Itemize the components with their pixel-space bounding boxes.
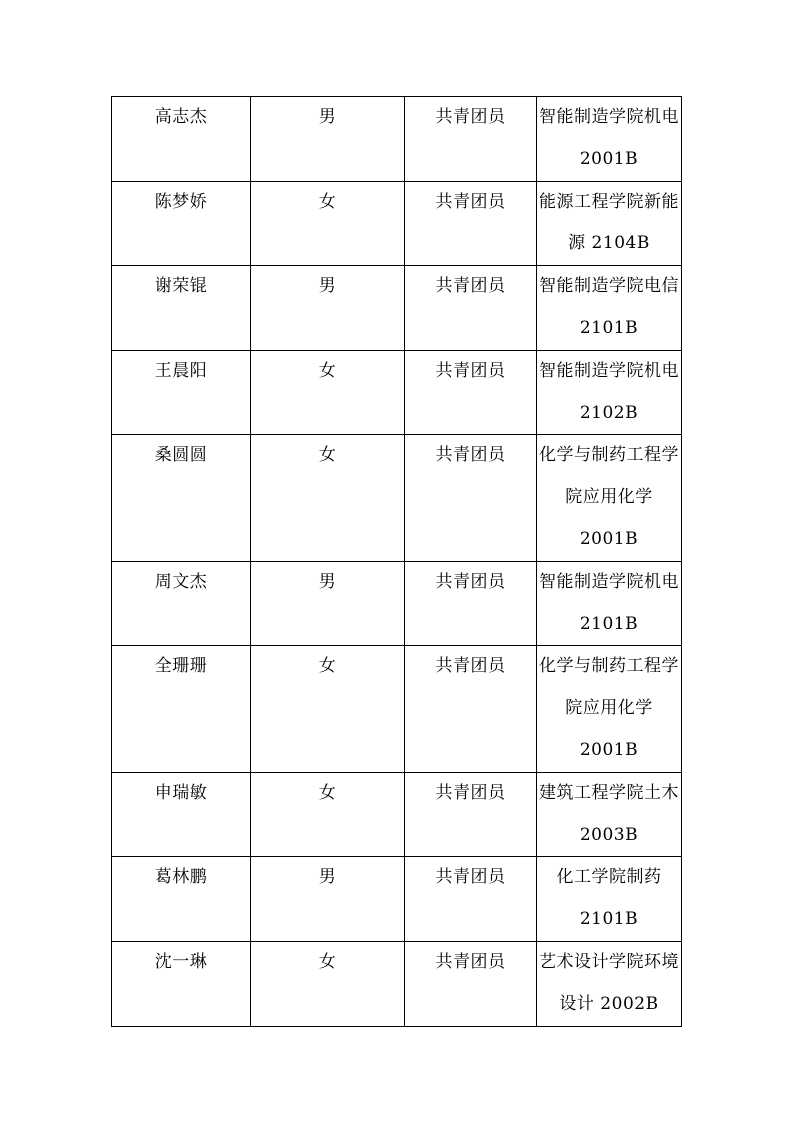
table-row [112,435,682,561]
name-cell: 王晨阳 [112,350,251,435]
political-status-cell: 共青团员 [405,561,537,646]
gender-cell: 男 [251,97,405,182]
gender-cell: 男 [251,561,405,646]
name-cell: 周文杰 [112,561,251,646]
member-table [111,96,682,1027]
table-row [112,857,682,942]
unit-cell: 智能制造学院机电 2001B [537,97,682,182]
table-row [112,772,682,857]
table-row [112,561,682,646]
unit-cell: 智能制造学院电信 2101B [537,266,682,351]
name-cell: 高志杰 [112,97,251,182]
gender-cell: 女 [251,181,405,266]
gender-cell: 女 [251,772,405,857]
political-status-cell: 共青团员 [405,181,537,266]
unit-cell: 能源工程学院新能源 2104B [537,181,682,266]
name-cell: 沈一琳 [112,941,251,1026]
member-table-body [112,97,682,1027]
name-cell: 申瑞敏 [112,772,251,857]
unit-cell: 化学与制药工程学院应用化学 2001B [537,435,682,561]
gender-cell: 女 [251,646,405,772]
name-cell: 桑圆圆 [112,435,251,561]
name-cell: 陈梦娇 [112,181,251,266]
gender-cell: 男 [251,857,405,942]
political-status-cell: 共青团员 [405,435,537,561]
table-row [112,350,682,435]
table-row [112,97,682,182]
gender-cell: 男 [251,266,405,351]
gender-cell: 女 [251,350,405,435]
gender-cell: 女 [251,941,405,1026]
unit-cell: 智能制造学院机电 2101B [537,561,682,646]
table-row [112,941,682,1026]
name-cell: 全珊珊 [112,646,251,772]
name-cell: 葛林鹏 [112,857,251,942]
unit-cell: 艺术设计学院环境设计 2002B [537,941,682,1026]
unit-cell: 智能制造学院机电 2102B [537,350,682,435]
unit-cell: 化工学院制药 2101B [537,857,682,942]
table-row [112,266,682,351]
political-status-cell: 共青团员 [405,857,537,942]
unit-cell: 建筑工程学院土木 2003B [537,772,682,857]
political-status-cell: 共青团员 [405,97,537,182]
unit-cell: 化学与制药工程学院应用化学 2001B [537,646,682,772]
table-row [112,646,682,772]
political-status-cell: 共青团员 [405,772,537,857]
table-row [112,181,682,266]
political-status-cell: 共青团员 [405,646,537,772]
political-status-cell: 共青团员 [405,941,537,1026]
gender-cell: 女 [251,435,405,561]
political-status-cell: 共青团员 [405,266,537,351]
name-cell: 谢荣锟 [112,266,251,351]
political-status-cell: 共青团员 [405,350,537,435]
